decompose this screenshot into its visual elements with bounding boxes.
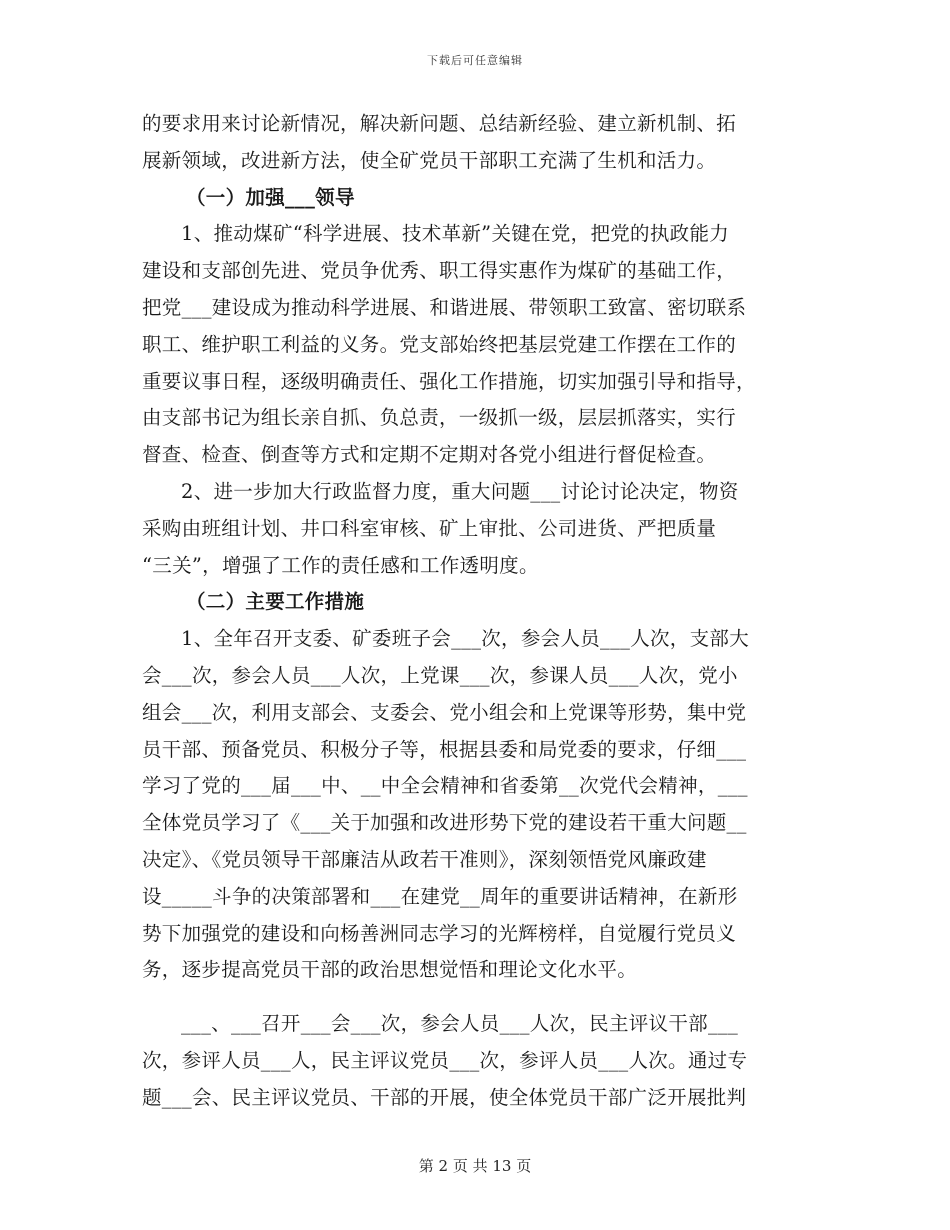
paragraph-line: 会___次，参会人员___人次，上党课___次，参课人员___人次，党小 [142, 663, 738, 687]
paragraph-line: 把党___建设成为推动科学进展、和谐进展、带领职工致富、密切联系 [142, 295, 747, 319]
paragraph-line: 全体党员学习了《___关于加强和改进形势下党的建设若干重大问题__ [142, 811, 747, 835]
paragraph-line: 2、进一步加大行政监督力度，重大问题___讨论讨论决定，物资 [181, 479, 739, 503]
paragraph-line: 学习了党的___届___中、__中全会精神和省委第__次党代会精神，___ [142, 774, 748, 798]
paragraph-line: ___、___召开___会___次，参会人员___人次，民主评议干部___ [181, 1012, 739, 1036]
paragraph-line: 重要议事日程，逐级明确责任、强化工作措施，切实加强引导和指导， [142, 369, 756, 393]
paragraph-line: 组会___次，利用支部会、支委会、党小组会和上党课等形势，集中党 [142, 700, 747, 724]
paragraph-line: 势下加强党的建设和向杨善洲同志学习的光辉榜样，自觉履行党员义 [142, 921, 737, 945]
page-number: 第 2 页 共 13 页 [418, 1157, 532, 1175]
section-heading: （二）主要工作措施 [186, 590, 365, 614]
paragraph-line: 决定》、《党员领导干部廉洁从政若干准则》，深刻领悟党风廉政建 [142, 847, 707, 871]
paragraph-line: 题___会、民主评议党员、干部的开展，使全体党员干部广泛开展批判 [142, 1085, 747, 1109]
paragraph-gap [142, 989, 810, 1006]
paragraph-line: “三关”，增强了工作的责任感和工作透明度。 [142, 553, 539, 577]
paragraph-line: 次，参评人员___人，民主评议党员___次，参评人员___人次。通过专 [142, 1048, 748, 1072]
paragraph-line: 1、全年召开支委、矿委班子会___次，参会人员___人次，支部大 [181, 627, 750, 651]
paragraph-line: 建设和支部创先进、党员争优秀、职工得实惠作为煤矿的基础工作， [142, 259, 737, 283]
paragraph-line: 1、推动煤矿“科学进展、技术革新”关键在党，把党的执政能力 [181, 222, 730, 246]
document-body [142, 106, 810, 1117]
paragraph-line: 由支部书记为组长亲自抓、负总责，一级抓一级，层层抓落实，实行 [142, 406, 737, 430]
page-header-note: 下载后可任意编辑 [427, 54, 523, 67]
paragraph-line: 督查、检查、倒查等方式和定期不定期对各党小组进行督促检查。 [142, 443, 717, 467]
section-heading: （一）加强___领导 [186, 185, 355, 209]
paragraph-line: 员干部、预备党员、积极分子等，根据县委和局党委的要求，仔细___ [142, 737, 747, 761]
paragraph-line: 职工、维护职工利益的义务。党支部始终把基层党建工作摆在工作的 [142, 332, 737, 356]
paragraph-line: 的要求用来讨论新情况，解决新问题、总结新经验、建立新机制、拓 [142, 112, 737, 135]
paragraph-line: 设_____斗争的决策部署和___在建党__周年的重要讲话精神，在新形 [142, 884, 738, 908]
paragraph-line: 展新领域，改进新方法，使全矿党员干部职工充满了生机和活力。 [142, 148, 717, 172]
paragraph-line: 务，逐步提高党员干部的政治思想觉悟和理论文化水平。 [142, 958, 638, 982]
paragraph-line: 采购由班组计划、井口科室审核、矿上审批、公司进货、严把质量 [142, 516, 717, 540]
